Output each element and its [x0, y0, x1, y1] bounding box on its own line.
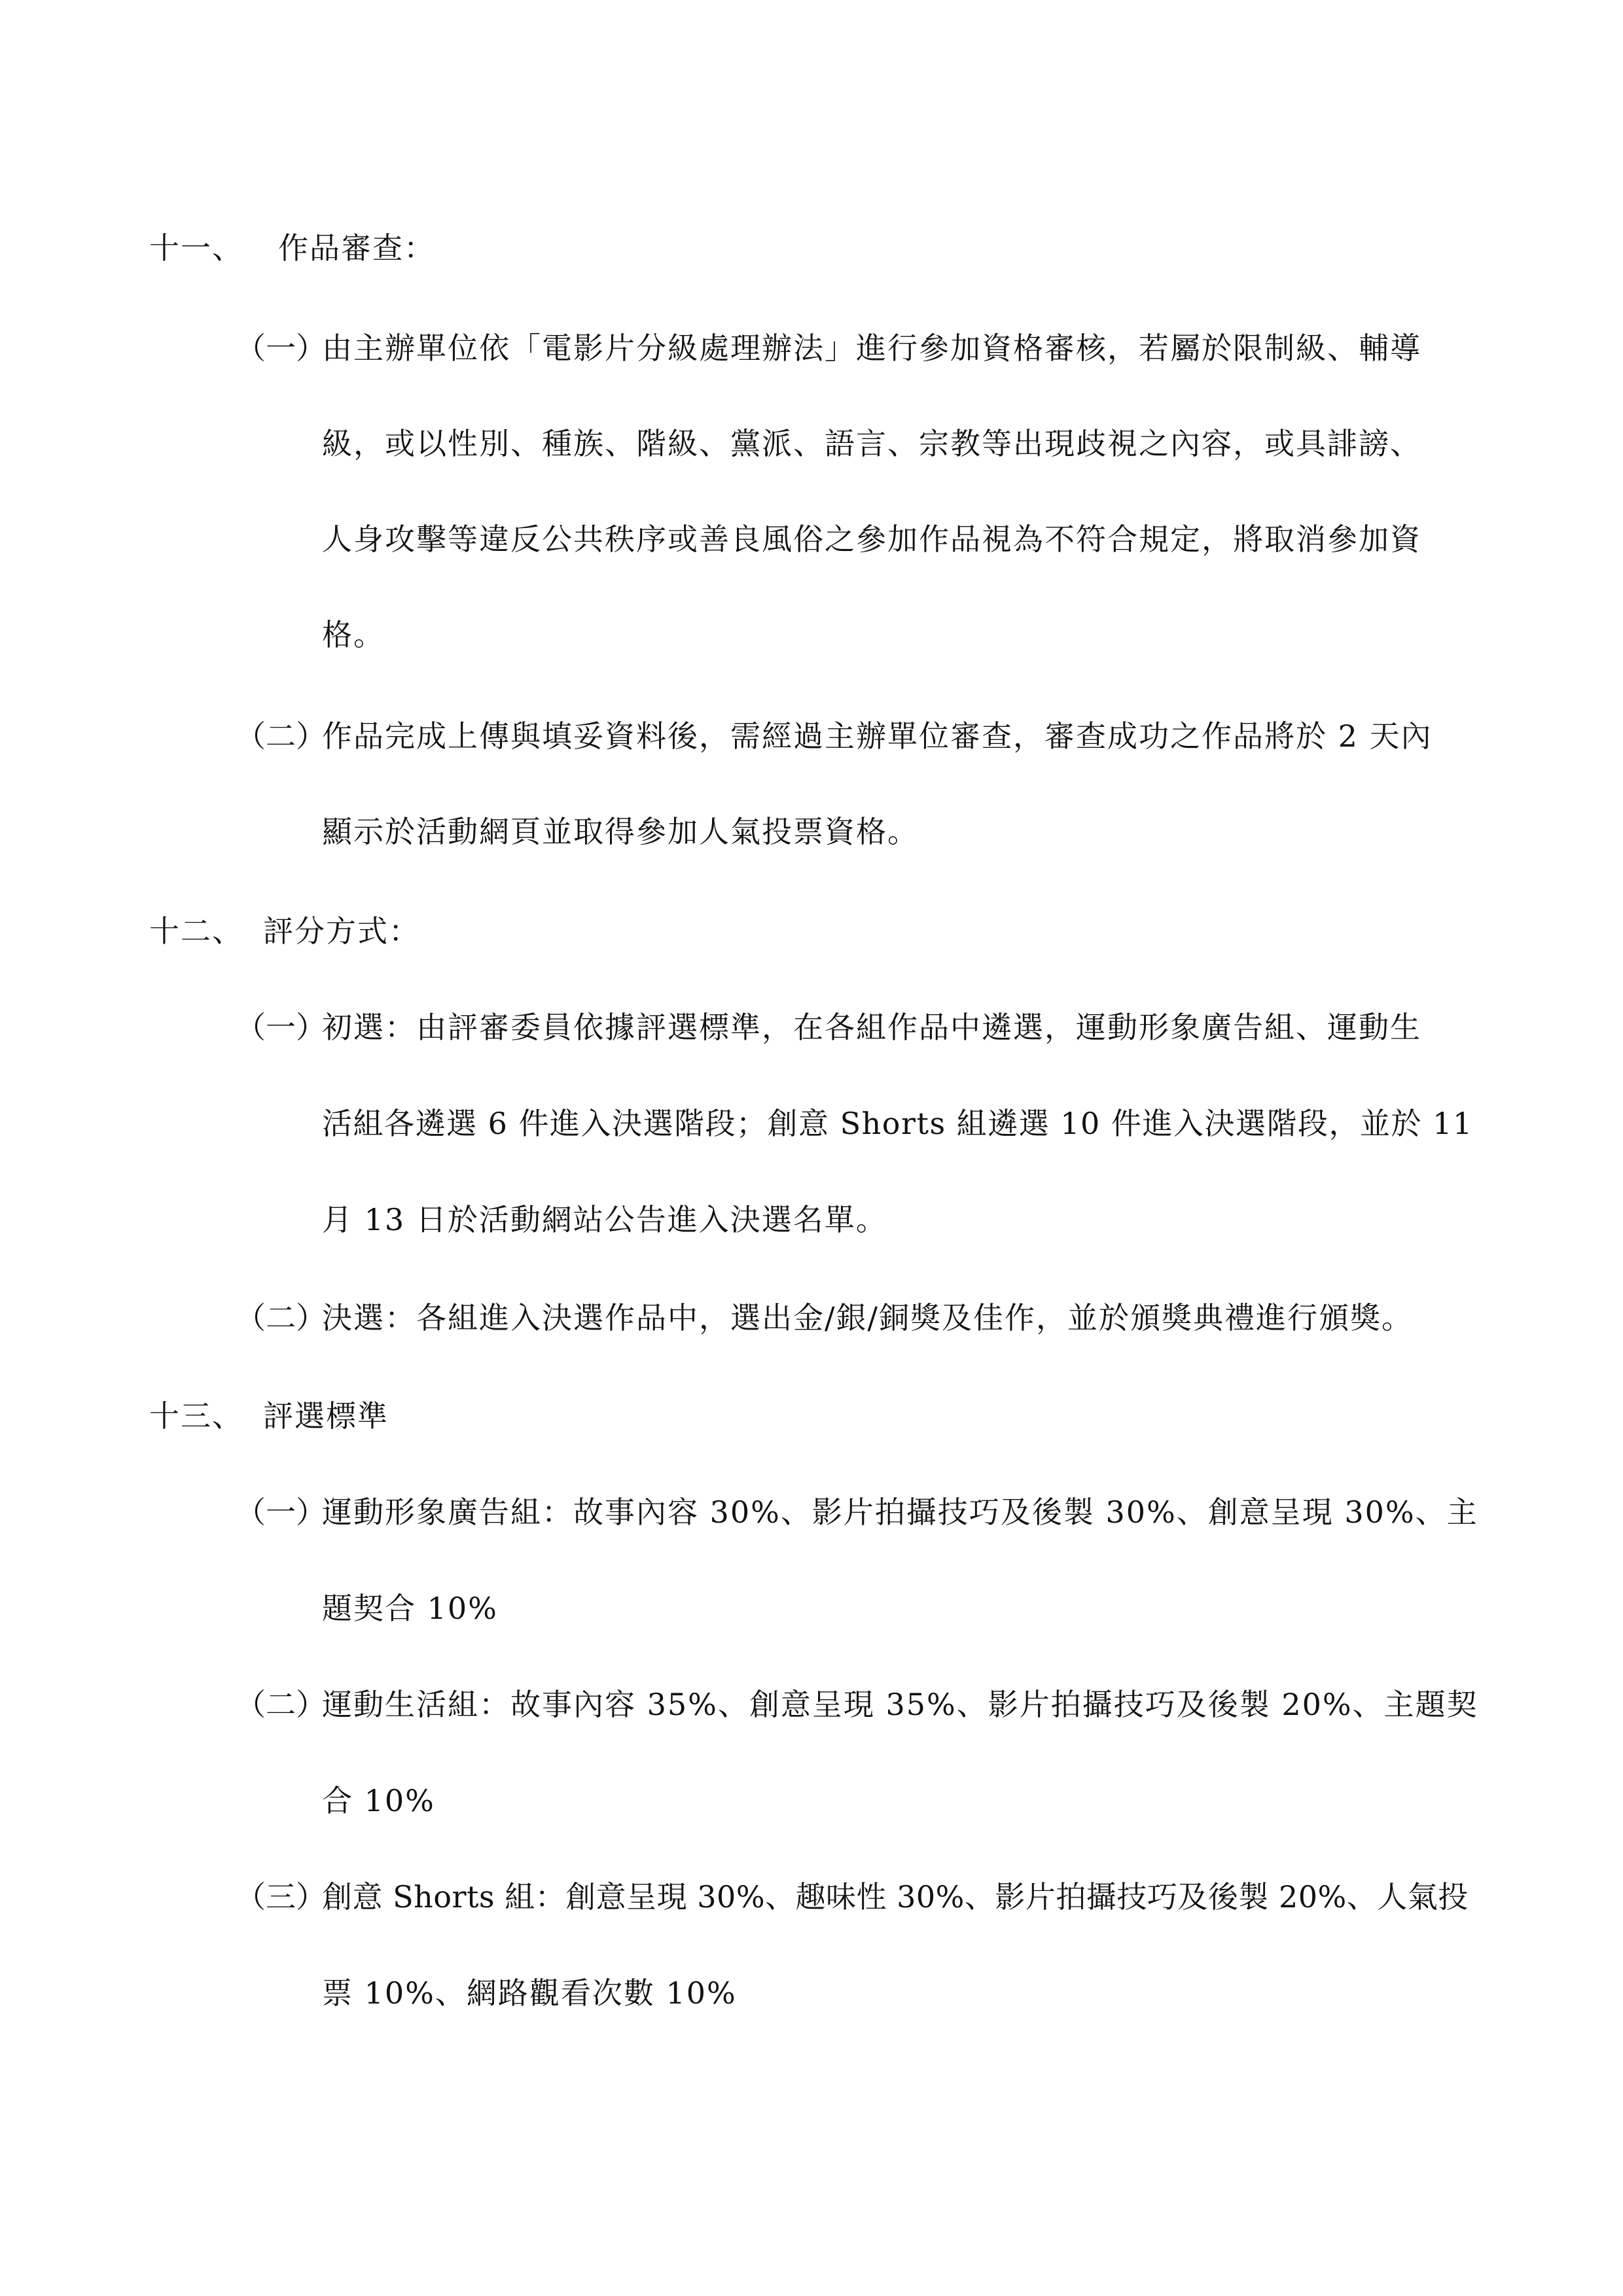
section-title: 評選標準	[263, 1398, 389, 1434]
item-number: （一）	[236, 1494, 326, 1530]
item-line: 人身攻擊等違反公共秩序或善良風俗之參加作品視為不符合規定，將取消參加資	[322, 521, 1421, 557]
item-line: 作品完成上傳與填妥資料後，需經過主辦單位審查，審查成功之作品將於 2 天內	[322, 718, 1433, 754]
section-number: 十二、	[149, 913, 243, 949]
item-number: （二）	[236, 1687, 326, 1722]
item-number: （三）	[236, 1879, 326, 1915]
item-line: 運動生活組：故事內容 35%、創意呈現 35%、影片拍攝技巧及後製 20%、主題契	[322, 1687, 1478, 1722]
section-title: 作品審查：	[278, 230, 435, 266]
item-line: 顯示於活動網頁並取得參加人氣投票資格。	[322, 814, 919, 849]
item-line: 級，或以性別、種族、階級、黨派、語言、宗教等出現歧視之內容，或具誹謗、	[322, 426, 1421, 461]
item-number: （一）	[236, 330, 326, 366]
item-line: 運動形象廣告組：故事內容 30%、影片拍攝技巧及後製 30%、創意呈現 30%、主	[322, 1494, 1478, 1530]
item-line: 題契合 10%	[322, 1591, 498, 1626]
item-line: 初選：由評審委員依據評選標準，在各組作品中遴選，運動形象廣告組、運動生	[322, 1010, 1421, 1045]
item-line: 合 10%	[322, 1783, 435, 1818]
item-line: 創意 Shorts 組：創意呈現 30%、趣味性 30%、影片拍攝技巧及後製 20%、人氣投	[322, 1879, 1469, 1915]
section-title: 評分方式：	[263, 913, 420, 949]
item-line: 由主辦單位依「電影片分級處理辦法」進行參加資格審核，若屬於限制級、輔導	[322, 330, 1421, 366]
section-number: 十三、	[149, 1398, 243, 1434]
item-number: （二）	[236, 718, 326, 754]
item-line: 活組各遴選 6 件進入決選階段；創意 Shorts 組遴選 10 件進入決選階段，並於 11	[322, 1106, 1473, 1141]
item-number: （一）	[236, 1010, 326, 1045]
item-line: 票 10%、網路觀看次數 10%	[322, 1975, 737, 2011]
item-line: 格。	[322, 617, 385, 652]
item-number: （二）	[236, 1300, 326, 1335]
section-number: 十一、	[149, 230, 243, 266]
item-line: 月 13 日於活動網站公告進入決選名單。	[322, 1202, 887, 1237]
item-line: 決選：各組進入決選作品中，選出金/銀/銅獎及佳作，並於頒獎典禮進行頒獎。	[322, 1300, 1413, 1335]
